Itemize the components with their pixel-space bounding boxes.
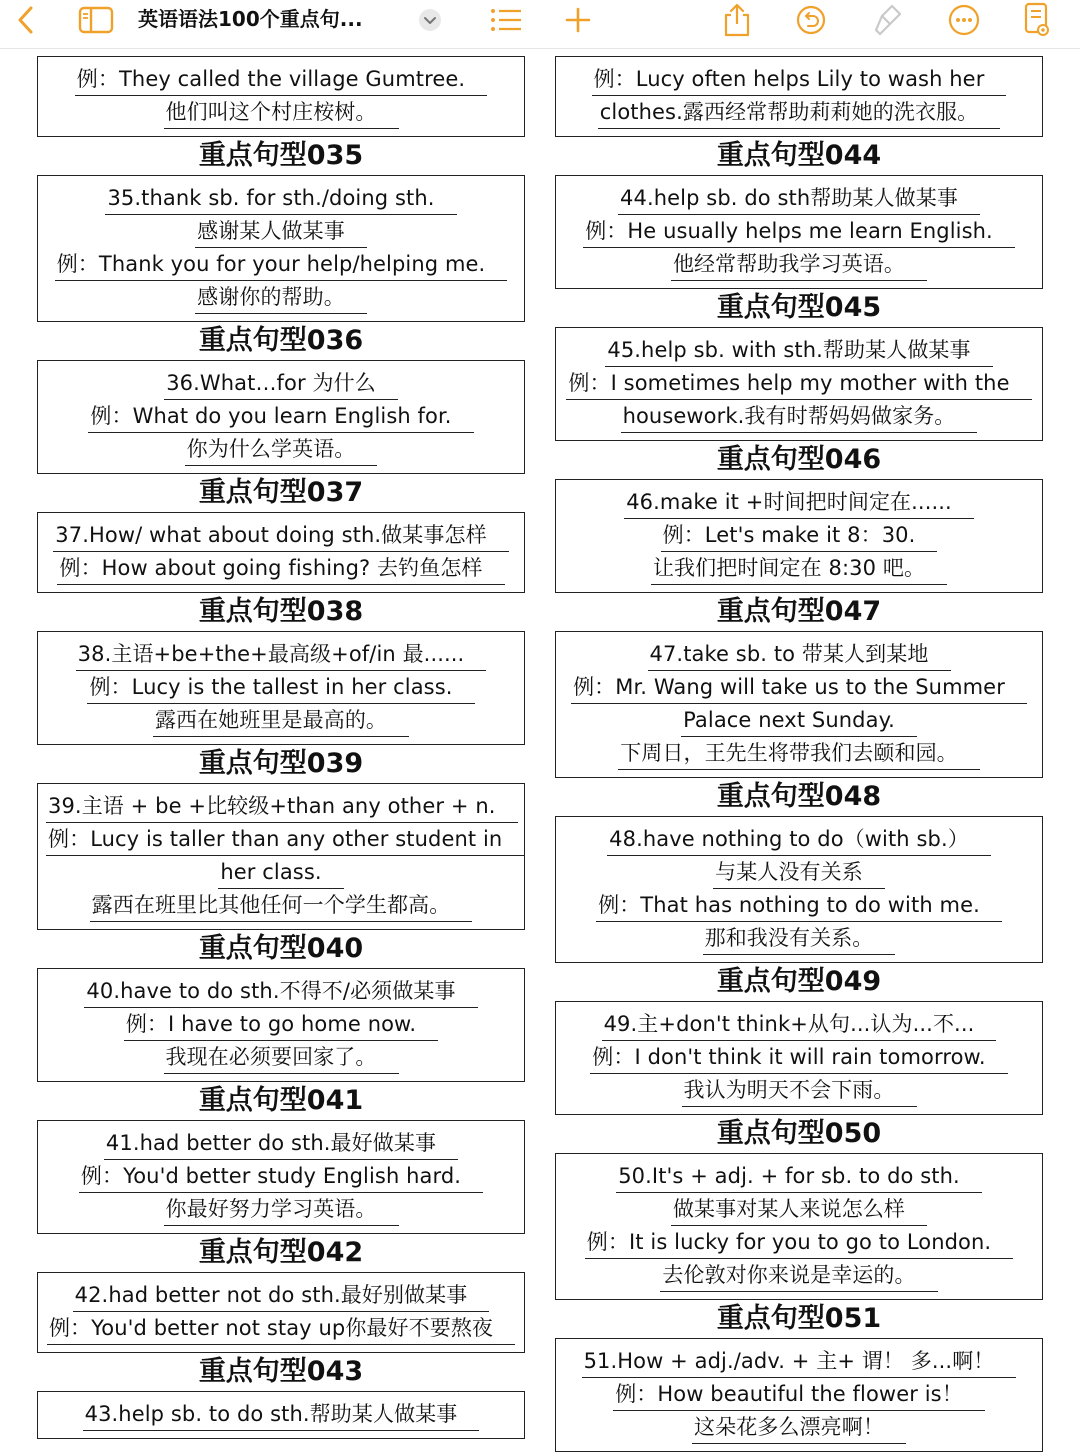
pattern-heading: 重点句型048 — [716, 781, 882, 812]
pattern-box — [555, 1338, 1043, 1452]
pattern-heading: 重点句型039 — [198, 748, 364, 779]
translation-line: 露西在她班里是最高的。 — [153, 704, 409, 737]
pattern-box — [37, 360, 525, 474]
example-line: her class. — [218, 856, 343, 889]
pattern-line: 40.have to do sth.不得不/必须做某事 — [84, 975, 477, 1008]
pattern-line: 47.take sb. to 带某人到某地 — [648, 638, 951, 671]
example-line: 例：Mr. Wang will take us to the Summer — [571, 671, 1027, 704]
translation-line: 感谢你的帮助。 — [195, 281, 367, 314]
chevron-down-icon[interactable] — [416, 0, 444, 40]
example-line: 例：Lucy is the tallest in her class. — [87, 671, 474, 704]
example-line: 例：They called the village Gumtree. — [75, 63, 487, 96]
pattern-line: 37.How/ what about doing sth.做某事怎样 — [53, 519, 508, 552]
pattern-line: 50.It's + adj. + for sb. to do sth. — [616, 1160, 982, 1193]
pattern-box — [555, 816, 1043, 963]
pattern-box — [37, 512, 525, 593]
back-chevron-icon[interactable] — [8, 0, 44, 40]
pattern-heading: 重点句型040 — [198, 933, 364, 964]
format-brush-icon[interactable] — [870, 0, 904, 40]
translation-line: 我现在必须要回家了。 — [164, 1041, 399, 1074]
pattern-box — [37, 175, 525, 322]
pattern-line: 46.make it +时间把时间定在...... — [624, 486, 974, 519]
example-line: 例：What do you learn English for. — [88, 400, 473, 433]
translation-line: 他们叫这个村庄桉树。 — [164, 96, 399, 129]
example-line: 例：You'd better not stay up你最好不要熬夜 — [47, 1312, 515, 1345]
example-line: 例：Lucy often helps Lily to wash her — [592, 63, 1007, 96]
example-line: 例：Let's make it 8：30. — [661, 519, 938, 552]
example-line: clothes.露西经常帮助莉莉她的洗衣服。 — [598, 96, 1001, 129]
translation-line: 那和我没有关系。 — [703, 922, 896, 955]
pattern-line: 44.help sb. do sth帮助某人做某事 — [618, 182, 980, 215]
example-line: 例：How about going fishing? 去钓鱼怎样 — [57, 552, 504, 585]
example-line: 例：Lucy is taller than any other student in — [46, 823, 524, 856]
translation-line: 你为什么学英语。 — [185, 433, 378, 466]
example-line: 例：I don't think it will rain tomorrow. — [590, 1041, 1007, 1074]
list-icon[interactable] — [488, 0, 524, 40]
pattern-line: 48.have nothing to do（with sb.） — [607, 823, 991, 856]
example-line: 例：He usually helps me learn English. — [583, 215, 1015, 248]
translation-line: 露西在班里比其他任何一个学生都高。 — [90, 889, 473, 922]
pattern-box — [555, 327, 1043, 441]
pattern-heading: 重点句型037 — [198, 477, 364, 508]
right-column — [555, 56, 1043, 1452]
pattern-line: 42.had better not do sth.最好别做某事 — [73, 1279, 490, 1312]
undo-icon[interactable] — [794, 0, 828, 40]
share-icon[interactable] — [720, 0, 754, 40]
pattern-heading: 重点句型049 — [716, 966, 882, 997]
example-line: 例：You'd better study English hard. — [79, 1160, 483, 1193]
translation-line: 这朵花多么漂亮啊！ — [692, 1411, 906, 1444]
meaning-line: 感谢某人做某事 — [195, 215, 367, 248]
pattern-box — [555, 1001, 1043, 1115]
pattern-box — [37, 783, 525, 930]
example-line: 例：It is lucky for you to go to London. — [585, 1226, 1013, 1259]
pattern-heading: 重点句型045 — [716, 292, 882, 323]
translation-line: 你最好努力学习英语。 — [164, 1193, 399, 1226]
left-column — [37, 56, 525, 1439]
example-line: 例：Thank you for your help/helping me. — [55, 248, 508, 281]
translation-line: 下周日，王先生将带我们去颐和园。 — [618, 737, 980, 770]
sidebar-toggle-icon[interactable] — [76, 0, 116, 40]
pattern-line: 51.How + adj./adv. + 主+ 谓！ 多...啊！ — [582, 1345, 1017, 1378]
pattern-line: 38.主语+be+the+最高级+of/in 最...... — [76, 638, 487, 671]
pattern-heading: 重点句型042 — [198, 1237, 364, 1268]
notes-view-icon[interactable] — [1020, 0, 1054, 40]
example-line: 例：That has nothing to do with me. — [596, 889, 1002, 922]
pattern-box — [37, 631, 525, 745]
translation-line: 让我们把时间定在 8:30 吧。 — [651, 552, 947, 585]
more-icon[interactable] — [946, 0, 982, 40]
translation-line: 他经常帮助我学习英语。 — [671, 248, 927, 281]
pattern-heading: 重点句型036 — [198, 325, 364, 356]
translation-line: 我认为明天不会下雨。 — [682, 1074, 917, 1107]
pattern-heading: 重点句型035 — [198, 140, 364, 171]
example-line: 例：How beautiful the flower is！ — [613, 1378, 985, 1411]
document-title[interactable]: 英语语法100个重点句... — [138, 7, 363, 31]
pattern-box — [37, 1272, 525, 1353]
pattern-box — [37, 968, 525, 1082]
translation-line: 去伦敦对你来说是幸运的。 — [660, 1259, 937, 1292]
meaning-line: 与某人没有关系 — [713, 856, 885, 889]
pattern-heading: 重点句型041 — [198, 1085, 364, 1116]
pattern-box — [37, 1120, 525, 1234]
pattern-box — [37, 1391, 525, 1439]
pattern-heading: 重点句型044 — [716, 140, 882, 171]
pattern-heading: 重点句型050 — [716, 1118, 882, 1149]
example-line: 例：I have to go home now. — [124, 1008, 438, 1041]
pattern-box — [555, 631, 1043, 778]
pattern-heading: 重点句型051 — [716, 1303, 882, 1334]
pattern-line: 45.help sb. with sth.帮助某人做某事 — [605, 334, 992, 367]
pattern-heading: 重点句型038 — [198, 596, 364, 627]
pattern-heading: 重点句型047 — [716, 596, 882, 627]
pattern-line: 36.What…for 为什么 — [164, 367, 398, 400]
pattern-line: 49.主+don't think+从句...认为...不... — [602, 1008, 997, 1041]
pattern-heading: 重点句型043 — [198, 1356, 364, 1387]
pattern-line: 35.thank sb. for sth./doing sth. — [105, 182, 456, 215]
example-box — [555, 56, 1043, 137]
meaning-line: 做某事对某人来说怎么样 — [671, 1193, 927, 1226]
pattern-box — [555, 479, 1043, 593]
pattern-line: 39.主语 + be +比较级+than any other + n. — [46, 790, 518, 823]
pattern-box — [555, 175, 1043, 289]
example-box — [37, 56, 525, 137]
pattern-heading: 重点句型046 — [716, 444, 882, 475]
example-line: 例：I sometimes help my mother with the — [566, 367, 1031, 400]
add-icon[interactable] — [562, 0, 594, 40]
pattern-line: 43.help sb. to do sth.帮助某人做某事 — [83, 1398, 480, 1431]
example-line: Palace next Sunday. — [681, 704, 917, 737]
top-toolbar — [0, 0, 1080, 49]
example-line: housework.我有时帮妈妈做家务。 — [621, 400, 978, 433]
pattern-box — [555, 1153, 1043, 1300]
pattern-line: 41.had better do sth.最好做某事 — [104, 1127, 458, 1160]
